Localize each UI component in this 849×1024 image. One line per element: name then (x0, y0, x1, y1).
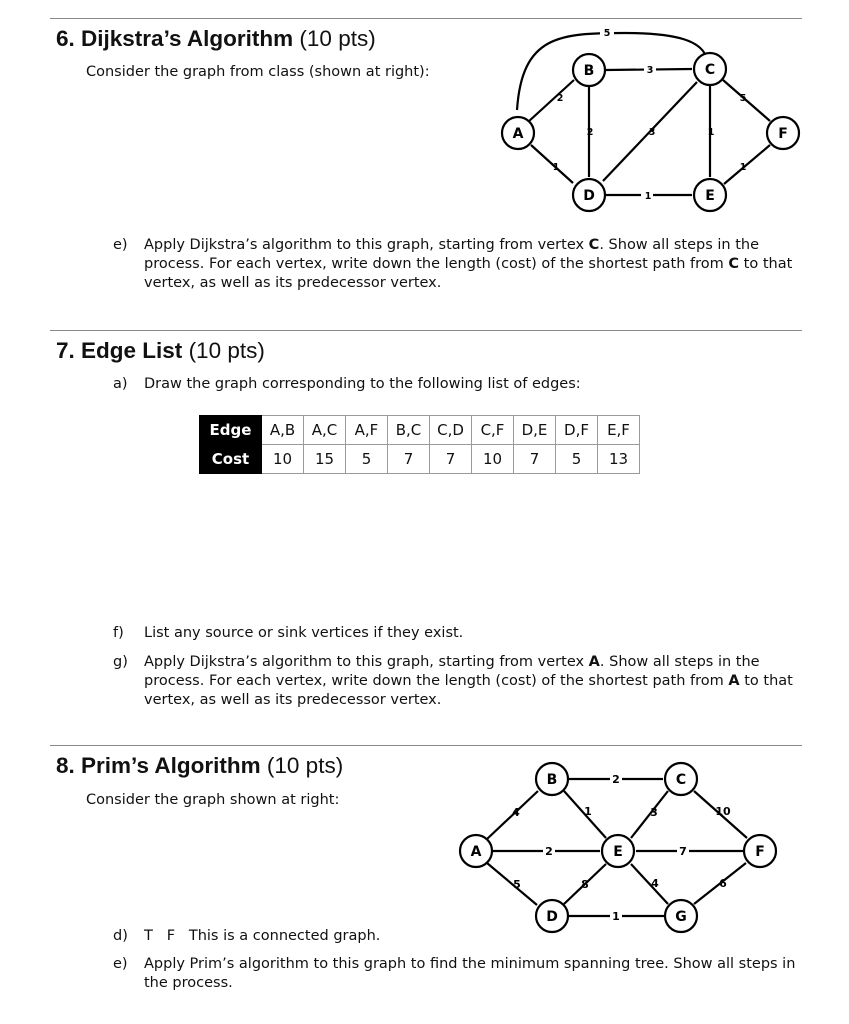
cost-cell: 7 (388, 445, 430, 474)
false-option[interactable]: F (166, 928, 176, 944)
q8-weight-a-d: 5 (513, 878, 521, 891)
q8-vertex-c-label: C (675, 772, 687, 788)
cost-cell: 5 (346, 445, 388, 474)
q6-weight-e-f: 1 (739, 162, 747, 173)
q6-vertex-d-label: D (583, 188, 595, 204)
q7-title: 7. Edge List (10 pts) (56, 338, 265, 363)
edge-cell: C,D (430, 416, 472, 445)
q6-vertex-b-label: B (583, 63, 595, 79)
q6-graph (495, 20, 805, 220)
edge-row-header: Edge (200, 416, 262, 445)
section-divider-q7 (50, 330, 802, 331)
q8-edge-a-d (487, 863, 537, 905)
q6-edge-c-f (723, 80, 770, 121)
edge-cell: B,C (388, 416, 430, 445)
q8-intro: Consider the graph shown at right: (86, 792, 340, 808)
cost-cell: 7 (514, 445, 556, 474)
q6-vertex-c-label: C (704, 62, 716, 78)
cost-cell: 7 (430, 445, 472, 474)
q8-vertex-e-label: E (613, 844, 623, 860)
q8-graph (450, 755, 790, 940)
q8-vertex-f-label: F (755, 844, 765, 860)
edge-list-table (199, 415, 640, 474)
q8-weight-b-c: 2 (612, 773, 620, 786)
q8-weight-c-f: 10 (715, 805, 731, 818)
q6-edge-a-c (517, 33, 706, 110)
q6-weight-d-e: 1 (644, 191, 652, 202)
section-divider-q8 (50, 745, 802, 746)
q8-weight-a-e: 2 (545, 845, 553, 858)
cost-cell: 10 (262, 445, 304, 474)
q6-vertex-f-label: F (778, 126, 788, 142)
q8-weight-d-e: 8 (581, 878, 589, 891)
edge-cell: D,F (556, 416, 598, 445)
edge-cell: A,F (346, 416, 388, 445)
cost-row (200, 445, 640, 474)
q8-weight-c-e: 3 (650, 806, 658, 819)
edge-cell: A,C (304, 416, 346, 445)
q8-weight-e-f: 7 (679, 845, 687, 858)
q6-weight-c-d: 3 (648, 127, 656, 138)
cost-row-header: Cost (200, 445, 262, 474)
q8-weight-g-f: 6 (719, 877, 727, 890)
edge-cell: E,F (598, 416, 640, 445)
q8-edge-e-g (631, 864, 668, 904)
cost-cell: 15 (304, 445, 346, 474)
cost-cell: 10 (472, 445, 514, 474)
q8-vertex-g-label: G (675, 909, 687, 925)
q6-intro: Consider the graph from class (shown at right): (86, 64, 430, 80)
edge-cell: D,E (514, 416, 556, 445)
cost-cell: 5 (556, 445, 598, 474)
q6-edge-e-f (724, 145, 770, 184)
edge-cell: C,F (472, 416, 514, 445)
q6-vertex-a-label: A (512, 126, 524, 142)
q6-weight-c-e: 1 (707, 127, 715, 138)
q8-vertex-b-label: B (546, 772, 558, 788)
edge-cell: A,B (262, 416, 304, 445)
true-option[interactable]: T (144, 928, 153, 944)
q8-title: 8. Prim’s Algorithm (10 pts) (56, 753, 344, 778)
q6-vertex-e-label: E (705, 188, 715, 204)
q8-weight-a-b: 4 (512, 806, 520, 819)
cost-cell: 13 (598, 445, 640, 474)
q6-weight-a-b: 2 (556, 93, 564, 104)
q6-weight-c-f: 5 (739, 93, 747, 104)
q8-weight-d-g: 1 (612, 910, 620, 923)
q8-vertex-a-label: A (470, 844, 482, 860)
q6-edge-a-b (528, 80, 574, 122)
q6-title: 6. Dijkstra’s Algorithm (10 pts) (56, 26, 376, 51)
edge-row (200, 416, 640, 445)
q6-weight-a-d: 1 (552, 162, 560, 173)
q8-vertex-d-label: D (546, 909, 558, 925)
q8-weight-b-e: 1 (584, 805, 592, 818)
q6-weight-b-c: 3 (646, 65, 654, 76)
q6-weight-b-d: 2 (586, 127, 594, 138)
q6-weight-a-c: 5 (603, 28, 611, 39)
section-divider-q6 (50, 18, 802, 19)
q8-weight-e-g: 4 (651, 877, 659, 890)
